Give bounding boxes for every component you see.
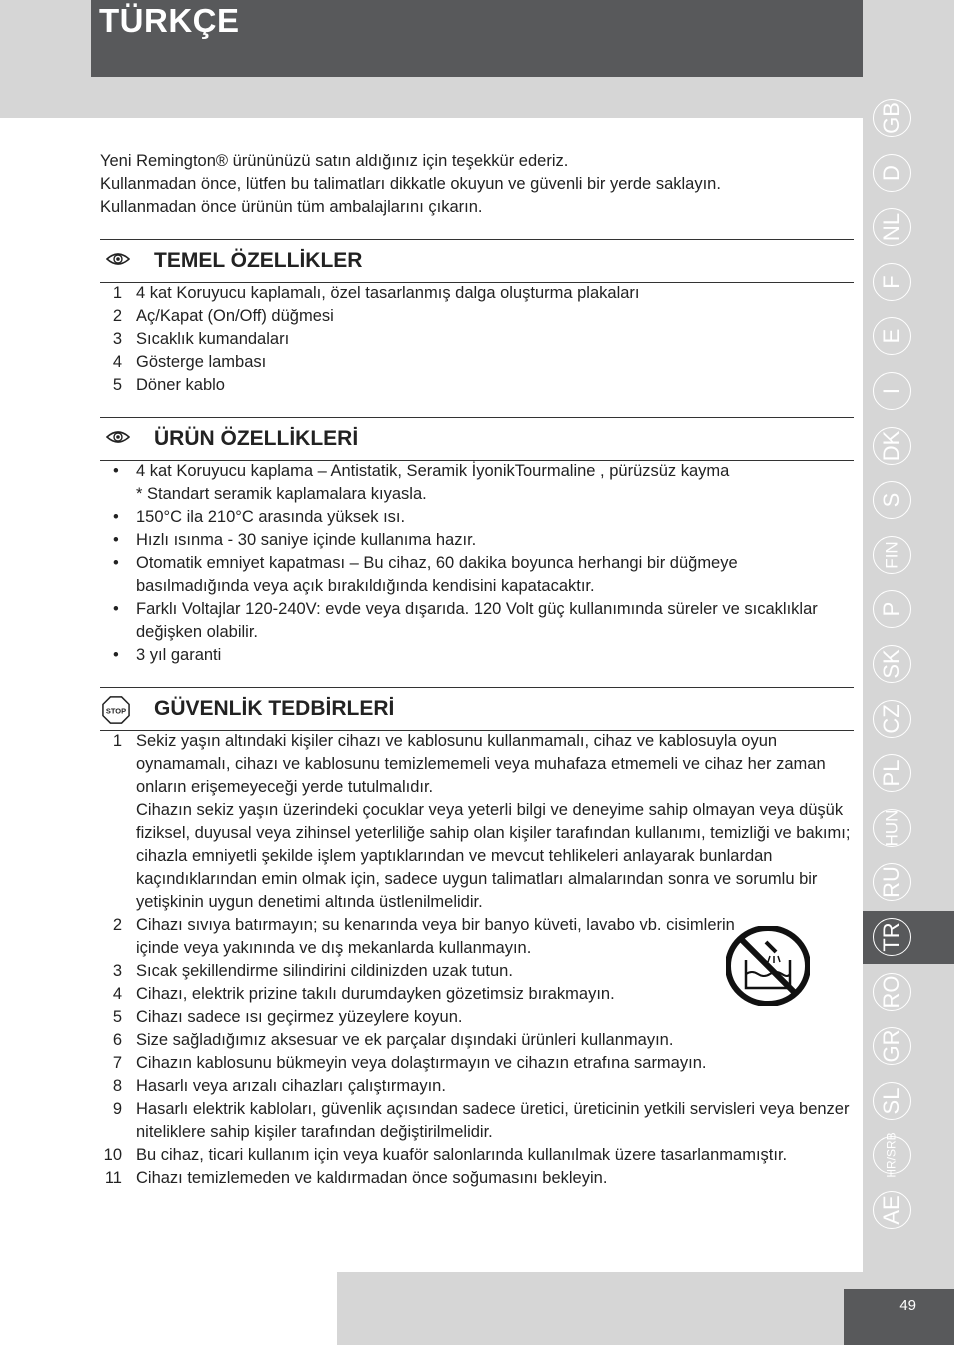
item-text: Gösterge lambası bbox=[136, 353, 267, 371]
tab-lang-tr[interactable] bbox=[863, 911, 954, 964]
item-text: Cihazı sadece ısı geçirmez yüzeylere koyun. bbox=[136, 1008, 463, 1026]
item-text: 4 kat Koruyucu kaplamalı, özel tasarlanmış dalga oluşturma plakaları bbox=[136, 284, 640, 302]
page-title: TÜRKÇE bbox=[99, 2, 240, 39]
section-title: TEMEL ÖZELLİKLER bbox=[154, 249, 363, 272]
bullet: • bbox=[113, 462, 119, 480]
item-text: Aç/Kapat (On/Off) düğmesi bbox=[136, 307, 334, 325]
bullet: • bbox=[113, 646, 119, 664]
item-number: 4 bbox=[112, 353, 122, 371]
list-item bbox=[100, 1167, 854, 1190]
tab-label: AE bbox=[879, 1195, 904, 1225]
section-title: GÜVENLİK TEDBİRLERİ bbox=[154, 697, 395, 720]
tab-label: SK bbox=[879, 649, 904, 679]
tab-lang-hun[interactable] bbox=[863, 802, 954, 855]
item-number: 11 bbox=[104, 1169, 122, 1187]
item-text: Sıcak şekillendirme silindirini cildinizden uzak tutun. bbox=[136, 962, 513, 980]
tab-lang-f[interactable] bbox=[863, 256, 954, 309]
item-text: Farklı Voltajlar 120-240V: evde veya dışarıda. 120 Volt güç kullanımında süreler ve sıcaklıklar değişken olabilir. bbox=[136, 600, 818, 641]
tab-label: HUN bbox=[882, 809, 902, 847]
item-number: 2 bbox=[112, 307, 122, 325]
features-list bbox=[100, 282, 854, 397]
list-item bbox=[100, 374, 854, 397]
item-text: Bu cihaz, ticari kullanım için veya kuaför salonlarında kullanılmak üzere tasarlanmamıştır. bbox=[136, 1146, 788, 1164]
list-item bbox=[100, 644, 854, 667]
tab-label: FIN bbox=[882, 541, 902, 569]
stop-icon-text: STOP bbox=[105, 706, 127, 716]
page-number-box bbox=[844, 1289, 954, 1345]
list-item bbox=[100, 1029, 854, 1052]
list-item bbox=[100, 282, 854, 305]
item-text: Size sağladığımız aksesuar ve ek parçalar dışındaki ürünleri kullanmayın. bbox=[136, 1031, 674, 1049]
section-header-features bbox=[100, 239, 854, 283]
item-text: Cihazı, elektrik prizine takılı durumdayken gözetimsiz bırakmayın. bbox=[136, 985, 615, 1003]
language-sidebar bbox=[863, 92, 954, 1252]
item-text: Hızlı ısınma - 30 saniye içinde kullanıma hazır. bbox=[136, 531, 477, 549]
list-item bbox=[100, 1098, 854, 1144]
item-text: Otomatik emniyet kapatması – Bu cihaz, 60 dakika boyunca herhangi bir düğmeye basılmadığında veya açık bırakıldığında kendisini kapatacaktır. bbox=[136, 554, 738, 595]
list-item bbox=[100, 1052, 854, 1075]
item-text: Hasarlı veya arızalı cihazları çalıştırmayın. bbox=[136, 1077, 446, 1095]
tab-label: GB bbox=[879, 102, 904, 134]
bullet: • bbox=[113, 554, 119, 572]
item-text: Sıcaklık kumandaları bbox=[136, 330, 290, 348]
section-header-safety bbox=[100, 687, 854, 731]
tab-lang-ru[interactable] bbox=[863, 856, 954, 909]
tab-lang-dk[interactable] bbox=[863, 420, 954, 473]
intro bbox=[100, 150, 854, 219]
item-text: Cihazın kablosunu bükmeyin veya dolaştırmayın ve cihazın etrafına sarmayın. bbox=[136, 1054, 707, 1072]
tab-label: SL bbox=[879, 1087, 904, 1115]
no-water-immersion-icon bbox=[726, 926, 810, 1006]
list-item bbox=[100, 506, 854, 529]
list-item bbox=[100, 1144, 854, 1167]
item-number: 7 bbox=[112, 1054, 122, 1072]
tab-lang-sk[interactable] bbox=[863, 638, 954, 691]
list-item bbox=[100, 483, 854, 506]
item-number: 2 bbox=[112, 916, 122, 934]
tab-lang-pl[interactable] bbox=[863, 747, 954, 800]
tab-lang-fin[interactable] bbox=[863, 529, 954, 582]
tab-label: TR bbox=[879, 922, 904, 952]
bullet: • bbox=[113, 508, 119, 526]
list-item bbox=[100, 529, 854, 552]
list-item bbox=[100, 328, 854, 351]
list-item bbox=[100, 1006, 854, 1029]
tab-lang-gb[interactable] bbox=[863, 92, 954, 145]
stop-icon bbox=[102, 696, 130, 724]
item-text: Cihazı temizlemeden ve kaldırmadan önce soğumasını bekleyin. bbox=[136, 1169, 608, 1187]
list-item bbox=[100, 598, 854, 644]
tab-lang-s[interactable] bbox=[863, 474, 954, 527]
item-text: Sekiz yaşın altındaki kişiler cihazı ve kablosunu kullanmamalı, cihaz ve kablosuyla oyun oynamamalı, cihazı ve kablosunu temizlememeli veya muhafaza etmemeli ve cihaz her zaman onların erişemeyeceği yerde tutulmalıdır. bbox=[136, 732, 826, 796]
product-list bbox=[100, 460, 854, 667]
bullet: • bbox=[113, 600, 119, 618]
tab-label: RU bbox=[879, 866, 904, 899]
tab-label: I bbox=[879, 387, 904, 395]
tab-label: PL bbox=[879, 759, 904, 787]
item-text: 150°C ila 210°C arasında yüksek ısı. bbox=[136, 508, 406, 526]
tab-lang-ro[interactable] bbox=[863, 966, 954, 1019]
tab-label: NL bbox=[879, 213, 904, 242]
item-number: 5 bbox=[112, 1008, 122, 1026]
tab-label: S bbox=[879, 492, 904, 508]
tab-label: HR/SRB bbox=[884, 1132, 899, 1179]
item-text: Döner kablo bbox=[136, 376, 225, 394]
tab-lang-d[interactable] bbox=[863, 147, 954, 200]
item-text: Cihazı sıvıya batırmayın; su kenarında veya bir banyo küveti, lavabo vb. cisimlerin içinde veya yakınında ve dış mekanlarda kullanmayın. bbox=[136, 916, 735, 957]
item-text: 3 yıl garanti bbox=[136, 646, 222, 664]
tab-lang-p[interactable] bbox=[863, 583, 954, 636]
list-item bbox=[100, 914, 736, 960]
tab-label: F bbox=[879, 275, 904, 289]
item-number: 1 bbox=[112, 732, 122, 750]
list-item bbox=[100, 552, 854, 598]
tab-lang-gr[interactable] bbox=[863, 1020, 954, 1073]
header-bar bbox=[91, 0, 863, 77]
list-item bbox=[100, 460, 854, 483]
item-number: 9 bbox=[112, 1100, 122, 1118]
item-number: 5 bbox=[112, 376, 122, 394]
item-text: * Standart seramik kaplamalara kıyasla. bbox=[136, 485, 427, 503]
intro-line: Yeni Remington® ürününüzü satın aldığınız için teşekkür ederiz. bbox=[100, 152, 569, 170]
item-text: Hasarlı elektrik kabloları, güvenlik açısından sadece üretici, üreticinin yetkili servisleri veya benzer niteliklere sahip kişiler tarafından değiştirilmelidir. bbox=[136, 1100, 850, 1141]
tab-lang-e[interactable] bbox=[863, 310, 954, 363]
tab-lang-i[interactable] bbox=[863, 365, 954, 418]
item-number: 3 bbox=[112, 330, 122, 348]
item-number: 1 bbox=[112, 284, 122, 302]
list-item bbox=[100, 351, 854, 374]
intro-line: Kullanmadan önce ürünün tüm ambalajlarını çıkarın. bbox=[100, 198, 483, 216]
item-number: 8 bbox=[112, 1077, 122, 1095]
list-item bbox=[100, 1075, 854, 1098]
item-number: 4 bbox=[112, 985, 122, 1003]
list-item bbox=[100, 305, 854, 328]
list-item bbox=[100, 799, 854, 914]
item-number: 10 bbox=[103, 1146, 122, 1164]
tab-lang-sl[interactable] bbox=[863, 1075, 954, 1128]
tab-lang-hr-srb[interactable] bbox=[863, 1129, 954, 1182]
item-text: Cihazın sekiz yaşın üzerindeki çocuklar veya yeterli bilgi ve deneyime sahip olmayan veya düşük fiziksel, duyusal veya zihinsel yeterliliğe sahip olan kişiler tarafından kullanımı, temizliği ve bakımı; cihazla emniyetli şekilde işlem yaptıklarından ve mevcut tehlikeleri anlayarak bunlardan kaçındıklarından emin olmak için, sadece uygun talimatları almalarından sonra ve sorumlu bir yetişkinin uygun denetimi altında üstlenilmelidir. bbox=[136, 801, 851, 911]
tab-label: E bbox=[879, 329, 904, 344]
page-number: 49 bbox=[899, 1297, 916, 1314]
footer-strip bbox=[0, 1272, 337, 1345]
list-item bbox=[100, 730, 854, 799]
eye-icon bbox=[106, 251, 130, 267]
tab-label: DK bbox=[879, 430, 904, 461]
tab-label: CZ bbox=[879, 703, 904, 734]
bullet: • bbox=[113, 531, 119, 549]
intro-line: Kullanmadan önce, lütfen bu talimatları dikkatle okuyun ve güvenli bir yerde saklayın. bbox=[100, 175, 721, 193]
item-number: 3 bbox=[112, 962, 122, 980]
tab-lang-ae[interactable] bbox=[863, 1184, 954, 1237]
item-text: 4 kat Koruyucu kaplama – Antistatik, Seramik İyonikTourmaline , pürüzsüz kayma bbox=[136, 462, 730, 480]
eye-icon bbox=[106, 429, 130, 445]
tab-label: RO bbox=[879, 975, 904, 1009]
section-title: ÜRÜN ÖZELLİKLERİ bbox=[154, 427, 359, 450]
item-number: 6 bbox=[112, 1031, 122, 1049]
tab-label: GR bbox=[879, 1029, 904, 1063]
tab-lang-cz[interactable] bbox=[863, 693, 954, 746]
section-header-product bbox=[100, 417, 854, 461]
tab-label: P bbox=[879, 602, 904, 617]
tab-label: D bbox=[879, 164, 904, 181]
tab-lang-nl[interactable] bbox=[863, 201, 954, 254]
